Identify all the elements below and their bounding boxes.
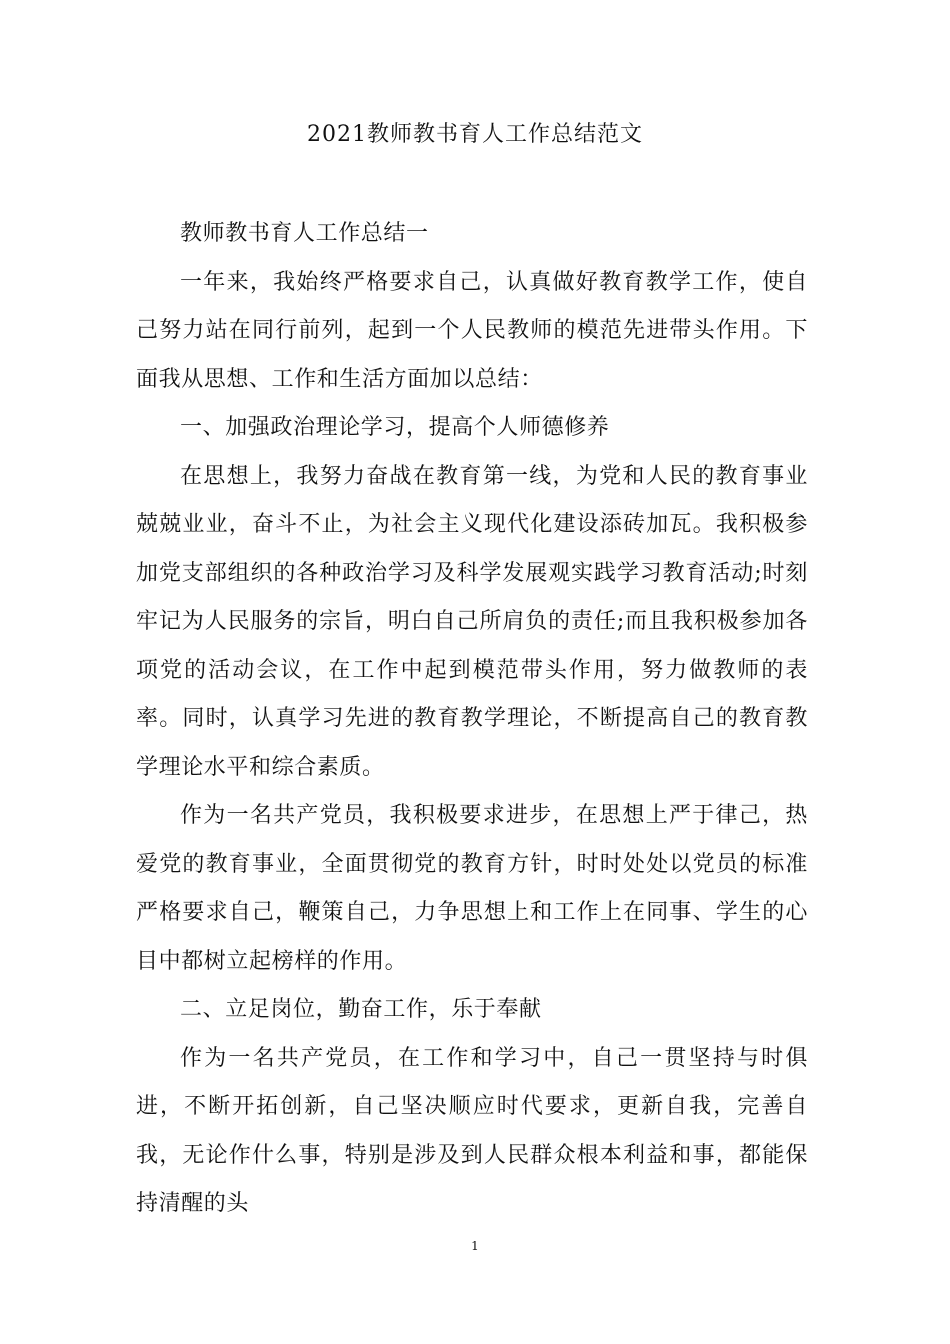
paragraph: 一年来，我始终严格要求自己，认真做好教育教学工作，使自己努力站在同行前列，起到一个人民教师的模范先进带头作用。下面我从思想、工作和生活方面加以总结：	[136, 269, 808, 392]
document-title: 2021教师教书育人工作总结范文	[307, 122, 643, 147]
paragraph: 作为一名共产党员，在工作和学习中，自己一贯坚持与时俱进，不断开拓创新，自己坚决顺应时代要求，更新自我，完善自我，无论作什么事，特别是涉及到人民群众根本利益和事，都能保持清醒的头	[136, 1045, 808, 1216]
section-heading: 二、立足岗位，勤奋工作，乐于奉献	[180, 997, 542, 1022]
page-number: 1	[471, 1239, 479, 1253]
paragraph: 作为一名共产党员，我积极要求进步，在思想上严于律己，热爱党的教育事业，全面贯彻党的教育方针，时时处处以党员的标准严格要求自己，鞭策自己，力争思想上和工作上在同事、学生的心目中都树立起榜样的作用。	[136, 803, 808, 974]
paragraph: 在思想上，我努力奋战在教育第一线，为党和人民的教育事业兢兢业业，奋斗不止，为社会主义现代化建设添砖加瓦。我积极参加党支部组织的各种政治学习及科学发展观实践学习教育活动;时刻牢记为人民服务的宗旨，明白自己所肩负的责任;而且我积极参加各项党的活动会议，在工作中起到模范带头作用，努力做教师的表率。同时，认真学习先进的教育教学理论，不断提高自己的教育教学理论水平和综合素质。	[136, 463, 808, 780]
document-body	[136, 210, 808, 1229]
section-heading: 一、加强政治理论学习，提高个人师德修养	[180, 415, 610, 440]
section-heading: 教师教书育人工作总结一	[180, 221, 429, 246]
